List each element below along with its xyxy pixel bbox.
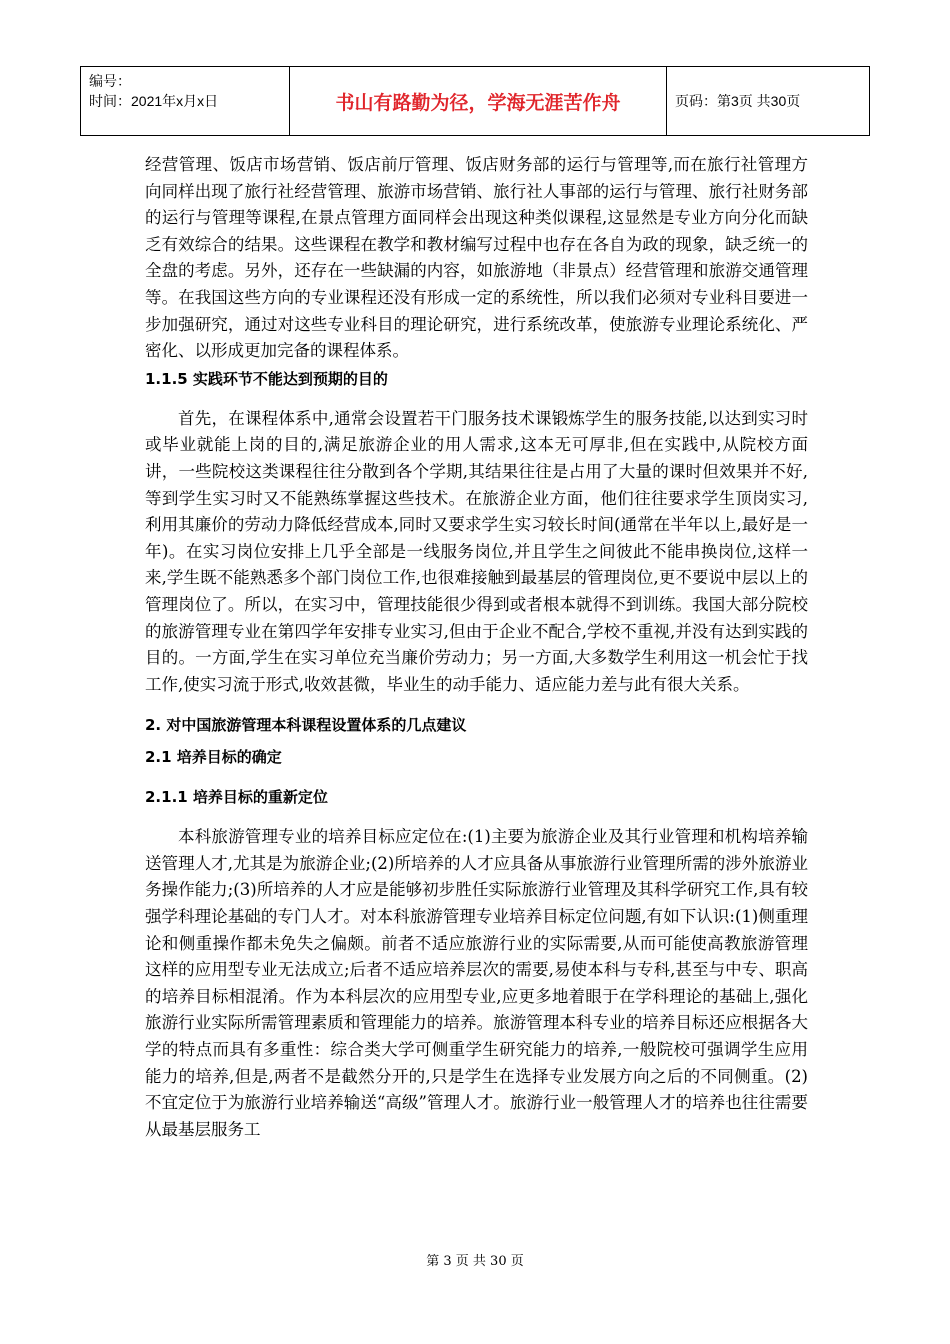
section-heading-1-1-5: 1.1.5 实践环节不能达到预期的目的 (145, 369, 388, 388)
document-time-label: 时间：2021年x月x日 (89, 93, 219, 109)
page-footer: 第 3 页 共 30 页 (426, 1254, 524, 1269)
header-meta-cell (81, 67, 290, 136)
section-heading-2-1: 2.1 培养目标的确定 (145, 748, 282, 767)
document-body (145, 152, 808, 1143)
body-paragraph: 首先，在课程体系中,通常会设置若干门服务技术课锻炼学生的服务技能,以达到实习时或毕业就能上岗的目的,满足旅游企业的用人需求,这本无可厚非,但在实践中,从院校方面讲，一些院校这类课程往往分散到各个学期,其结果往往是占用了大量的课时但效果并不好,等到学生实习时又不能熟练掌握这些技术。在旅游企业方面，他们往往要求学生顶岗实习,利用其廉价的劳动力降低经营成本,同时又要求学生实习较长时间(通常在半年以上,最好是一年)。在实习岗位安排上几乎全部是一线服务岗位,并且学生之间彼此不能串换岗位,这样一来,学生既不能熟悉多个部门岗位工作,也很难接触到最基层的管理岗位,更不要说中层以上的管理岗位了。所以，在实习中，管理技能很少得到或者根本就得不到训练。我国大部分院校的旅游管理专业在第四学年安排专业实习,但由于企业不配合,学校不重视,并没有达到实践的目的。一方面,学生在实习单位充当廉价劳动力；另一方面,大多数学生利用这一机会忙于找工作,使实习流于形式,收效甚微，毕业生的动手能力、适应能力差与此有很大关系。 (145, 408, 808, 694)
section-heading-2-1-1: 2.1.1 培养目标的重新定位 (145, 788, 328, 807)
header-motto: 书山有路勤为径，学海无涯苦作舟 (290, 67, 667, 136)
document-header (80, 66, 870, 136)
document-number-label: 编号： (89, 73, 131, 89)
body-paragraph: 本科旅游管理专业的培养目标应定位在:(1)主要为旅游企业及其行业管理和机构培养输送管理人才,尤其是为旅游企业;(2)所培养的人才应具备从事旅游行业管理所需的涉外旅游业务操作能力;(3)所培养的人才应是能够初步胜任实际旅游行业管理及其科学研究工作,具有较强学科理论基础的专门人才。对本科旅游管理专业培养目标定位问题,有如下认识:(1)侧重理论和侧重操作都未免失之偏颇。前者不适应旅游行业的实际需要,从而可能使高教旅游管理这样的应用型专业无法成立;后者不适应培养层次的需要,易使本科与专科,甚至与中专、职高的培养目标相混淆。作为本科层次的应用型专业,应更多地着眼于在学科理论的基础上,强化旅游行业实际所需管理素质和管理能力的培养。旅游管理本科专业的培养目标还应根据各大学的特点而具有多重性：综合类大学可侧重学生研究能力的培养,一般院校可强调学生应用能力的培养,但是,两者不是截然分开的,只是学生在选择专业发展方向之后的不同侧重。(2)不宜定位于为旅游行业培养输送“高级”管理人才。旅游行业一般管理人才的培养也往往需要从最基层服务工 (145, 827, 808, 1139)
header-page-info: 页码：第3页 共30页 (667, 67, 870, 136)
section-heading-2: 2. 对中国旅游管理本科课程设置体系的几点建议 (145, 716, 467, 735)
body-paragraph: 经营管理、饭店市场营销、饭店前厅管理、饭店财务部的运行与管理等,而在旅行社管理方向同样出现了旅行社经营管理、旅游市场营销、旅行社人事部的运行与管理、旅行社财务部的运行与管理等课程,在景点管理方面同样会出现这种类似课程,这显然是专业方向分化而缺乏有效综合的结果。这些课程在教学和教材编写过程中也存在各自为政的现象，缺乏统一的全盘的考虑。另外，还存在一些缺漏的内容，如旅游地（非景点）经营管理和旅游交通管理等。在我国这些方向的专业课程还没有形成一定的系统性，所以我们必须对专业科目要进一步加强研究，通过对这些专业科目的理论研究，进行系统改革，使旅游专业理论系统化、严密化、以形成更加完备的课程体系。 (145, 155, 808, 361)
